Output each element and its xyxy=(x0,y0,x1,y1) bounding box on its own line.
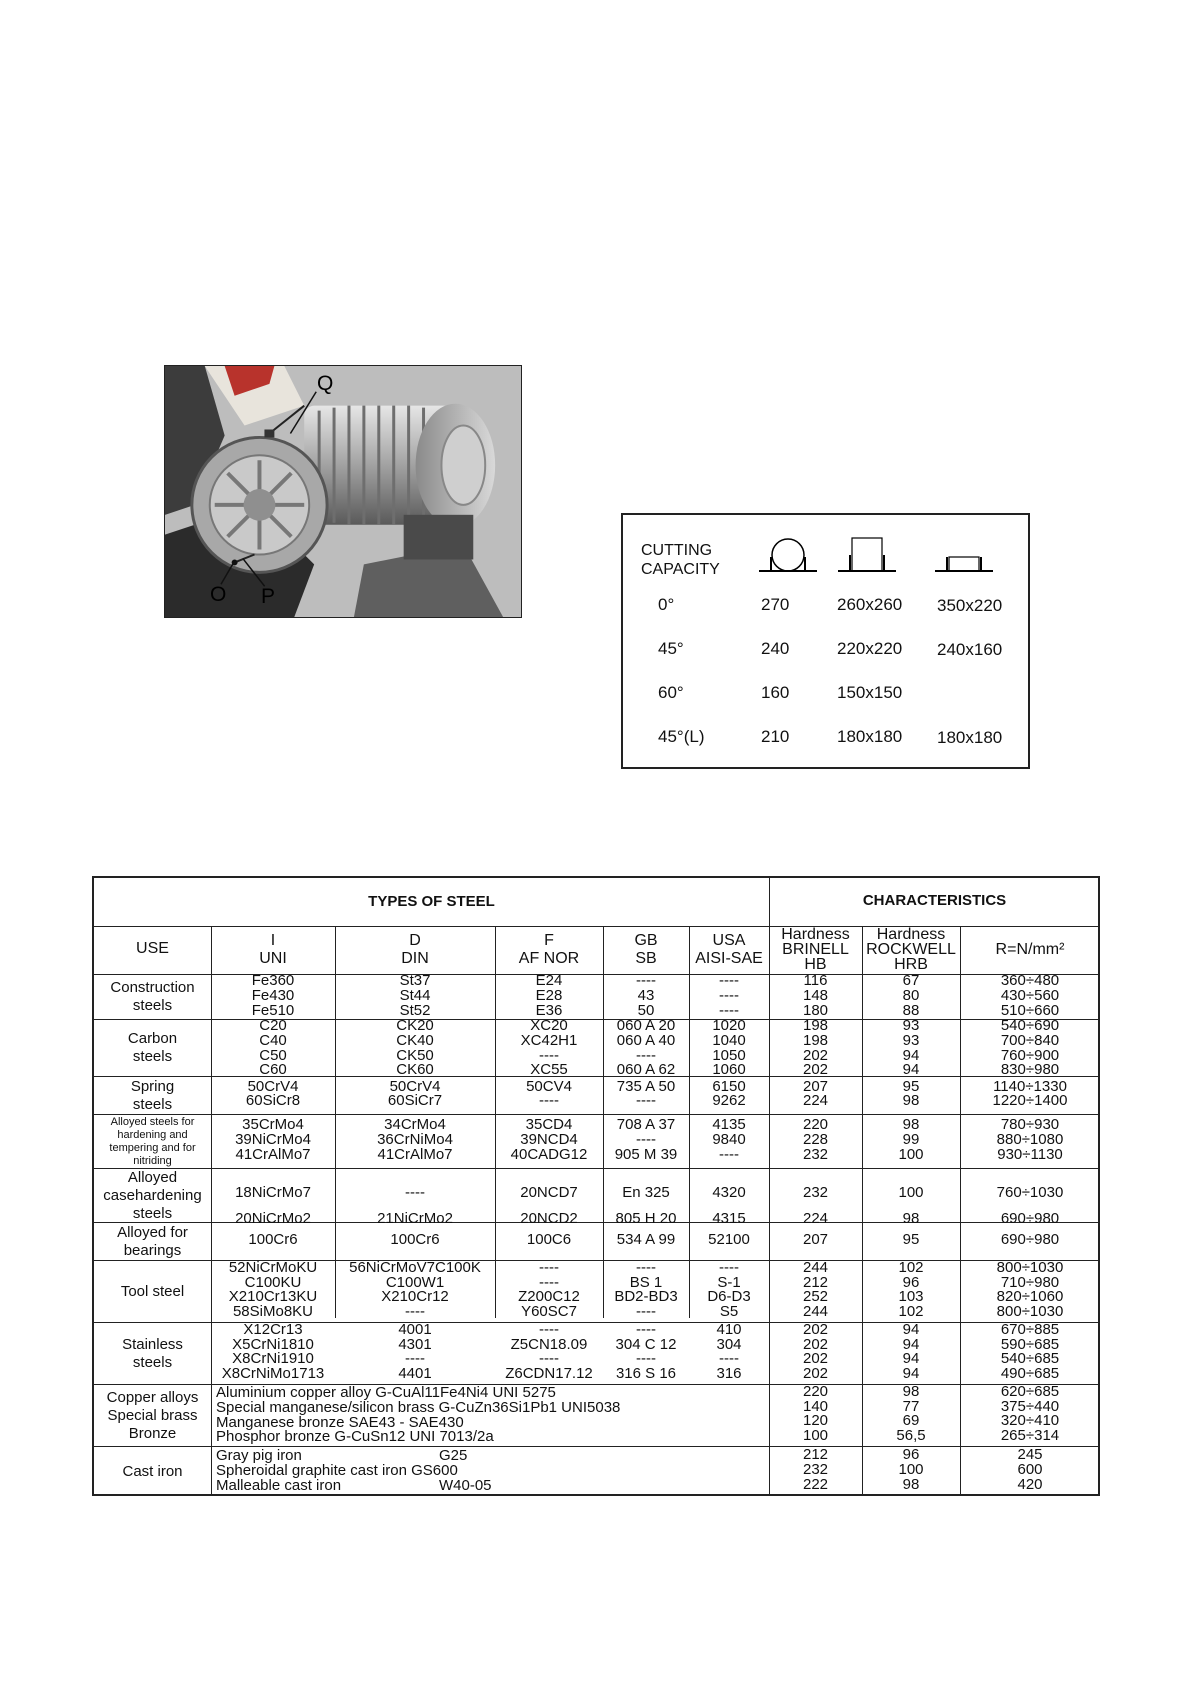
characteristics-title: CHARACTERISTICS xyxy=(862,892,1007,909)
uni-cell: Fe360 Fe430 Fe510 xyxy=(251,972,295,1019)
header-gb: GB SB xyxy=(634,932,658,967)
afnor-cell: 35CD4 39NCD4 40CADG12 xyxy=(510,1116,588,1163)
cap-round: 240 xyxy=(761,639,790,658)
gb-cell: En 325 805 H 20 xyxy=(615,1183,677,1227)
din-cell: ---- 21NiCrMo2 xyxy=(377,1183,453,1227)
callout-p: P xyxy=(261,585,276,608)
use-cell: Alloyed casehardening steels xyxy=(103,1169,202,1222)
afnor-cell: ---- Z5CN18.09 ---- Z6CDN17.12 xyxy=(505,1320,593,1383)
r-cell: 540÷690 700÷840 760÷900 830÷980 xyxy=(1000,1017,1060,1079)
usa-cell: 6150 9262 xyxy=(712,1077,746,1110)
hb-cell: 202 202 202 202 xyxy=(802,1320,829,1383)
gb-cell: 735 A 50 ---- xyxy=(616,1077,676,1110)
gb-cell: ---- 304 C 12 ---- 316 S 16 xyxy=(615,1320,677,1383)
uni-cell: 52NiCrMoKU C100KU X210Cr13KU 58SiMo8KU xyxy=(228,1258,318,1321)
hb-cell: 207 xyxy=(802,1231,829,1249)
alloy-code: G25 xyxy=(439,1447,468,1465)
hb-cell: 207 224 xyxy=(802,1077,829,1110)
cap-rect: 180x180 xyxy=(937,728,1003,747)
afnor-cell: XC20 XC42H1 ---- XC55 xyxy=(520,1017,578,1079)
r-cell: 620÷685 375÷440 320÷410 265÷314 xyxy=(1000,1382,1060,1445)
cap-angle: 60° xyxy=(658,683,684,702)
header-din: D DIN xyxy=(401,932,429,967)
use-cell: Stainless steels xyxy=(122,1335,183,1371)
gb-cell: 060 A 20 060 A 40 ---- 060 A 62 xyxy=(616,1017,676,1079)
cap-round: 270 xyxy=(761,595,790,614)
uni-cell: 35CrMo4 39NiCrMo4 41CrAlMo7 xyxy=(235,1116,311,1163)
hb-cell: 212 232 222 xyxy=(802,1446,829,1493)
types-of-steel-title: TYPES OF STEEL xyxy=(368,893,495,910)
hrb-cell: 96 100 98 xyxy=(898,1446,924,1493)
hb-cell: 220 140 120 100 xyxy=(802,1382,829,1445)
din-cell: St37 St44 St52 xyxy=(399,972,431,1019)
hrb-cell: 95 98 xyxy=(902,1077,920,1110)
cap-angle: 45°(L) xyxy=(658,727,705,746)
hrb-cell: 100 98 xyxy=(898,1183,924,1227)
header-uni: I UNI xyxy=(259,932,287,967)
r-cell: 360÷480 430÷560 510÷660 xyxy=(1000,972,1060,1019)
hrb-cell: 98 99 100 xyxy=(898,1116,924,1163)
cap-angle: 0° xyxy=(658,595,675,614)
din-cell: 56NiCrMoV7C100K C100W1 X210Cr12 ---- xyxy=(349,1258,481,1321)
cap-angle: 45° xyxy=(658,639,684,658)
uni-cell: 100Cr6 xyxy=(248,1231,298,1249)
usa-cell: 1020 1040 1050 1060 xyxy=(712,1017,746,1079)
usa-cell: 4135 9840 ---- xyxy=(712,1116,746,1163)
hrb-cell: 95 xyxy=(902,1231,920,1249)
cap-round: 210 xyxy=(761,727,790,746)
uni-cell: C20 C40 C50 C60 xyxy=(259,1017,287,1079)
r-cell: 780÷930 880÷1080 930÷1130 xyxy=(996,1116,1064,1163)
cap-rect: 350x220 xyxy=(937,596,1003,615)
r-cell: 760÷1030 690÷980 xyxy=(996,1183,1064,1227)
afnor-cell: E24 E28 E36 xyxy=(535,972,563,1019)
header-usa: USA AISI-SAE xyxy=(695,932,763,967)
callout-q: Q xyxy=(317,372,334,395)
header-r: R=N/mm² xyxy=(995,941,1065,958)
cap-square: 180x180 xyxy=(837,727,903,746)
alloy-description: Malleable cast iron xyxy=(216,1476,342,1494)
hb-cell: 198 198 202 202 xyxy=(802,1017,829,1079)
hrb-cell: 102 96 103 102 xyxy=(898,1258,924,1321)
uni-cell: X12Cr13 X5CrNi1810 X8CrNi1910 X8CrNiMo1713 xyxy=(221,1320,325,1383)
cap-square: 150x150 xyxy=(837,683,903,702)
cutting-capacity-heading: CUTTING CAPACITY xyxy=(641,542,720,578)
gb-cell: 534 A 99 xyxy=(616,1231,676,1249)
usa-cell: 410 304 ---- 316 xyxy=(716,1320,742,1383)
square-section-icon xyxy=(836,535,898,577)
use-cell: Tool steel xyxy=(120,1282,185,1300)
rectangular-section-icon xyxy=(933,535,995,577)
afnor-cell: ---- ---- Z200C12 Y60SC7 xyxy=(518,1258,580,1321)
callout-o: O xyxy=(210,583,227,606)
header-afnor: F AF NOR xyxy=(518,932,580,967)
uni-cell: 18NiCrMo7 20NiCrMo2 xyxy=(235,1183,311,1227)
alloy-description: Gray pig iron xyxy=(216,1447,302,1465)
cap-round: 160 xyxy=(761,683,790,702)
round-section-icon xyxy=(757,535,819,577)
use-cell: Cast iron xyxy=(122,1462,183,1480)
alloy-description: Aluminium copper alloy G-CuAl11Fe4Ni4 UNI 5275 xyxy=(216,1383,556,1401)
gb-cell: 708 A 37 ---- 905 M 39 xyxy=(614,1116,678,1163)
afnor-cell: 50CV4 ---- xyxy=(526,1077,572,1110)
cutting-capacity-table xyxy=(621,513,1030,769)
use-cell: Copper alloys Special brass Bronze xyxy=(106,1388,199,1442)
gb-cell: ---- BS 1 BD2-BD3 ---- xyxy=(614,1258,678,1321)
uni-cell: 50CrV4 60SiCr8 xyxy=(245,1077,301,1110)
use-cell: Construction steels xyxy=(110,979,195,1014)
hb-cell: 232 224 xyxy=(802,1183,829,1227)
alloy-description: Special manganese/silicon brass G-CuZn36Si1Pb1 UNI5038 xyxy=(216,1398,621,1416)
gb-cell: ---- 43 50 xyxy=(636,972,656,1019)
r-cell: 690÷980 xyxy=(1000,1231,1060,1249)
use-cell: Alloyed steels for hardening and tempering and for nitriding xyxy=(109,1115,196,1167)
usa-cell: 4320 4315 xyxy=(712,1183,746,1227)
alloy-description: Phosphor bronze G-CuSn12 UNI 7013/2a xyxy=(216,1428,494,1446)
din-cell: 4001 4301 ---- 4401 xyxy=(398,1320,432,1383)
afnor-cell: 100C6 xyxy=(526,1231,572,1249)
din-cell: 50CrV4 60SiCr7 xyxy=(387,1077,443,1110)
usa-cell: ---- ---- ---- xyxy=(719,972,739,1019)
usa-cell: 52100 xyxy=(708,1231,750,1249)
alloy-code: W40-05 xyxy=(439,1476,492,1494)
hb-cell: 116 148 180 xyxy=(802,972,829,1019)
din-cell: 34CrMo4 36CrNiMo4 41CrAlMo7 xyxy=(377,1116,453,1163)
hrb-cell: 93 93 94 94 xyxy=(902,1017,920,1079)
hb-cell: 220 228 232 xyxy=(802,1116,829,1163)
header-brinell: Hardness BRINELL HB xyxy=(781,926,850,973)
use-cell: Alloyed for bearings xyxy=(117,1223,188,1259)
r-cell: 800÷1030 710÷980 820÷1060 800÷1030 xyxy=(996,1258,1064,1321)
cap-square: 220x220 xyxy=(837,639,903,658)
hrb-cell: 67 80 88 xyxy=(902,972,920,1019)
use-cell: Spring steels xyxy=(130,1077,175,1113)
header-use: USE xyxy=(136,940,169,957)
r-cell: 1140÷1330 1220÷1400 xyxy=(992,1077,1068,1110)
afnor-cell: 20NCD7 20NCD2 xyxy=(520,1183,578,1227)
alloy-description: Spheroidal graphite cast iron GS600 xyxy=(216,1462,458,1480)
r-cell: 245 600 420 xyxy=(1017,1446,1043,1493)
hb-cell: 244 212 252 244 xyxy=(802,1258,829,1321)
usa-cell: ---- S-1 D6-D3 S5 xyxy=(707,1258,751,1321)
alloy-description: Manganese bronze SAE43 - SAE430 xyxy=(216,1413,464,1431)
use-cell: Carbon steels xyxy=(127,1030,178,1065)
cap-square: 260x260 xyxy=(837,595,903,614)
hrb-cell: 98 77 69 56,5 xyxy=(896,1382,926,1445)
steel-types-table xyxy=(92,876,1100,1496)
divider xyxy=(94,1168,1098,1169)
cap-rect: 240x160 xyxy=(937,640,1003,659)
din-cell: 100Cr6 xyxy=(390,1231,440,1249)
hrb-cell: 94 94 94 94 xyxy=(902,1320,920,1383)
din-cell: CK20 CK40 CK50 CK60 xyxy=(396,1017,434,1079)
header-rockwell: Hardness ROCKWELL HRB xyxy=(866,926,956,973)
motor-photo xyxy=(164,365,522,618)
divider xyxy=(94,1114,1098,1115)
r-cell: 670÷885 590÷685 540÷685 490÷685 xyxy=(1000,1320,1060,1383)
